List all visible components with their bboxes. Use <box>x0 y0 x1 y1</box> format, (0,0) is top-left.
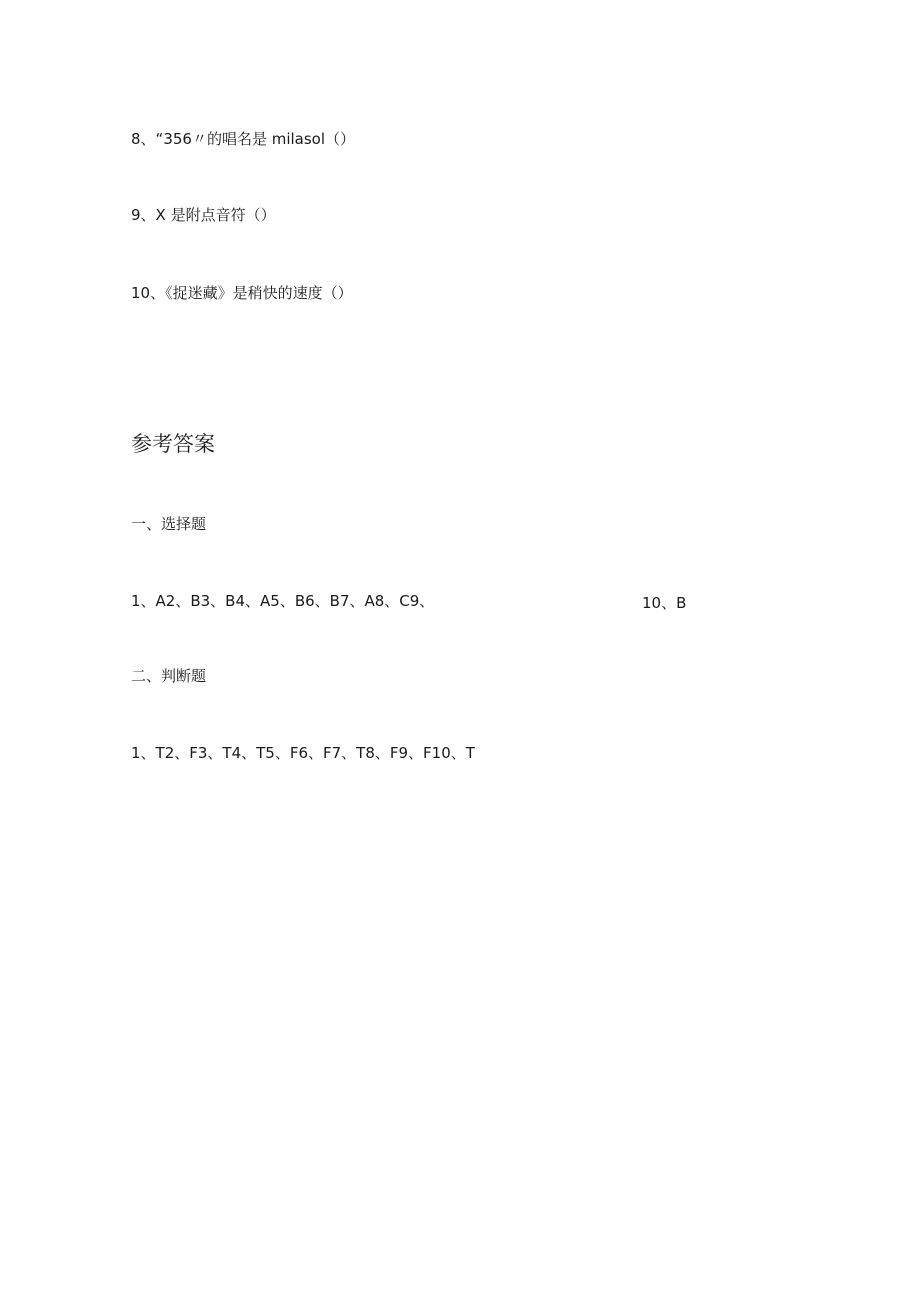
section-heading-true-false: 二、判断题 <box>131 667 207 685</box>
section-heading-multiple-choice: 一、选择题 <box>131 515 207 533</box>
answers-title: 参考答案 <box>131 432 215 456</box>
multiple-choice-answers: 1、A2、B3、B4、A5、B6、B7、A8、C9、 <box>131 592 435 610</box>
question-8: 8、“356〃的唱名是 milasol（） <box>131 130 356 148</box>
true-false-answers: 1、T2、F3、T4、T5、F6、F7、T8、F9、F10、T <box>131 744 475 762</box>
question-9: 9、X 是附点音符（） <box>131 206 276 224</box>
multiple-choice-answer-10: 10、B <box>642 594 687 612</box>
question-10: 10、《捉迷藏》是稍快的速度（） <box>131 284 353 302</box>
